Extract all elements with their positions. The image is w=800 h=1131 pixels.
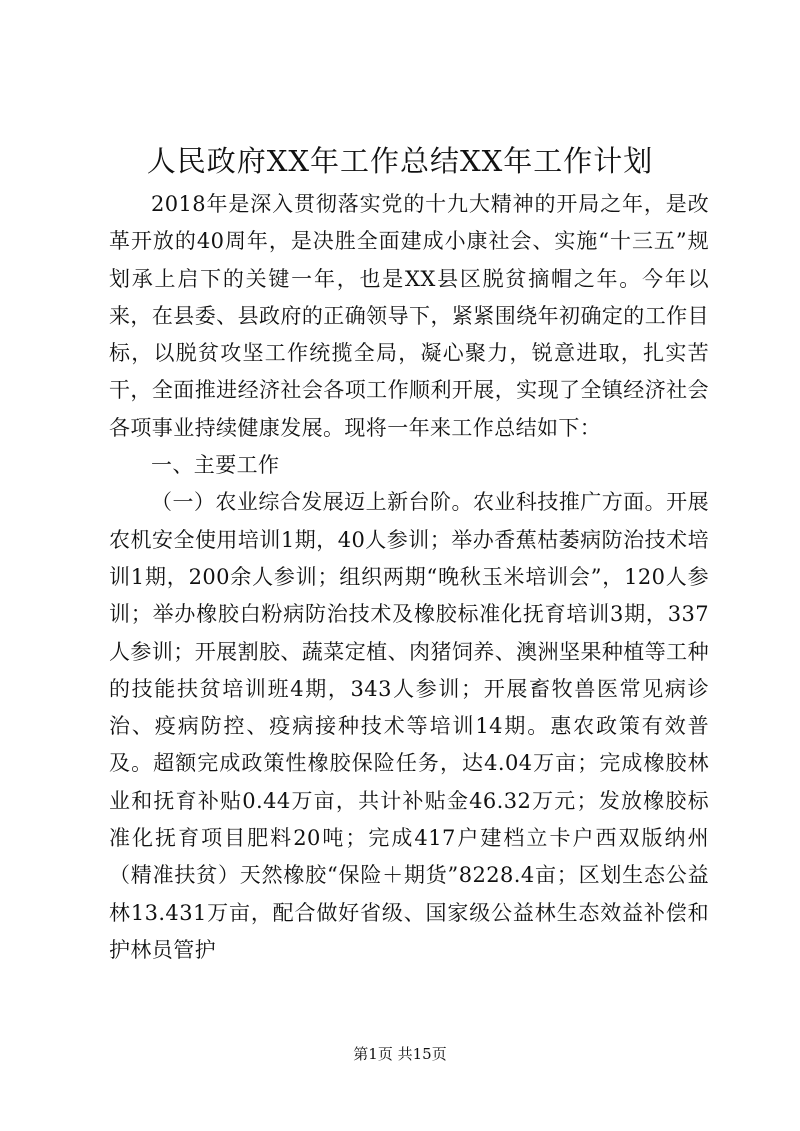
document-title: 人民政府XX年工作总结XX年工作计划 xyxy=(146,144,654,178)
document-body xyxy=(109,186,709,969)
page-footer: 第1页 共15页 xyxy=(353,1045,447,1063)
intro-paragraph: 2018年是深入贯彻落实党的十九大精神的开局之年，是改革开放的40周年，是决胜全面建成小康社会、实施“十三五”规划承上启下的关键一年，也是XX县区脱贫摘帽之年。今年以来，在县委、县政府的正确领导下，紧紧围绕年初确定的工作目标，以脱贫攻坚工作统揽全局，凝心聚力，锐意进取，扎实苦干，全面推进经济社会各项工作顺利开展，实现了全镇经济社会各项事业持续健康发展。现将一年来工作总结如下： xyxy=(109,192,709,440)
agriculture-paragraph: （一）农业综合发展迈上新台阶。农业科技推广方面。开展农机安全使用培训1期，40人参训；举办香蕉枯萎病防治技术培训1期，200余人参训；组织两期“晚秋玉米培训会”，120人参训；举办橡胶白粉病防治技术及橡胶标准化抚育培训3期，337人参训；开展割胶、蔬菜定植、肉猪饲养、澳洲坚果种植等工种的技能扶贫培训班4期，343人参训；开展畜牧兽医常见病诊治、疫病防控、疫病接种技术等培训14期。惠农政策有效普及。超额完成政策性橡胶保险任务，达4.04万亩；完成橡胶林业和抚育补贴0.44万亩，共计补贴金46.32万元；发放橡胶标准化抚育项目肥料20吨；完成417户建档立卡户西双版纳州（精准扶贫）天然橡胶“保险＋期货”8228.4亩；区划生态公益林13.431万亩，配合做好省级、国家级公益林生态效益补偿和护林员管护 xyxy=(109,490,709,962)
section-heading: 一、主要工作 xyxy=(151,453,280,478)
